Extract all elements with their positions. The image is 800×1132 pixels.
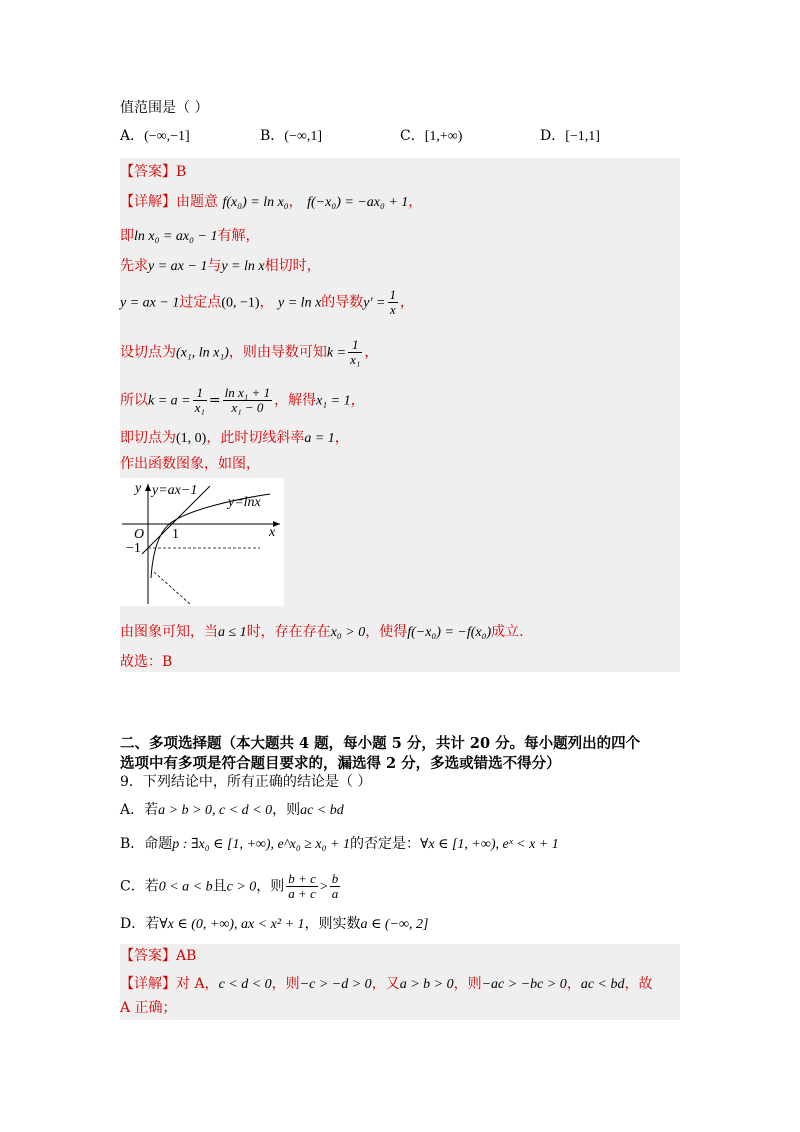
function-graph <box>120 478 284 606</box>
detail-line-9: 由图象可知，当a ≤ 1时，存在存在x₀ > 0，使得f(−x₀) = −f(x₀)成立. <box>120 624 524 640</box>
detail-line-7: 即切点为(1, 0)，此时切线斜率a = 1， <box>120 430 349 446</box>
graph-label-curve: y=lnx <box>228 495 261 510</box>
option-a: A．(−∞,−1] <box>120 128 190 144</box>
detail-line-10: 故选：B <box>120 654 173 670</box>
fraction: $\frac{\text{ln x₁ + 1}}{\text{x₁ − 0}}$ <box>224 385 271 415</box>
detail-line-1: 【详解】由题意 f(x₀) = ln x₀， f(−x₀) = −ax₀ + 1， <box>120 194 423 210</box>
graph-label-one: 1 <box>172 527 179 542</box>
fraction: $\frac{1}{\text{x₁}}$ <box>194 385 205 415</box>
q9-option-c: C．若0 < a < b且c > 0，则 $\frac{b + c}{a + c}$ > $\frac{b}{a}$ <box>120 871 339 901</box>
q9-option-d: D．若∀x ∈ (0, +∞), ax < x² + 1，则实数a ∈ (−∞, 2] <box>120 916 429 932</box>
section-heading-line2: 选项中有多项是符合题目要求的，漏选得 2 分，多选或错选不得分） <box>120 755 561 772</box>
q9-option-a: A．若a > b > 0, c < d < 0，则ac < bd <box>120 802 344 818</box>
y-axis-arrow <box>145 484 151 491</box>
q9-stem: 9．下列结论中，所有正确的结论是（ ） <box>120 774 372 790</box>
question-tail: 值范围是（ ） <box>120 100 209 116</box>
graph-label-x: x <box>269 525 276 540</box>
graph-svg <box>120 478 284 606</box>
graph-label-y: y <box>135 481 142 496</box>
detail-line-2: 即ln x₀ = ax₀ − 1有解， <box>120 228 260 244</box>
detail-line-3: 先求y = ax − 1与y = ln x相切时， <box>120 258 321 274</box>
answer-line-9: 【答案】AB <box>120 948 197 964</box>
detail-line-8: 作出函数图象，如图， <box>120 456 260 472</box>
q9-detail-line-1: 【详解】对 A，c < d < 0，则−c > −d > 0，又a > b > 0，则−ac > −bc > 0，ac < bd，故 <box>120 976 653 992</box>
graph-label-line: y=ax−1 <box>152 483 198 498</box>
answer-line-8: 【答案】B <box>120 164 187 180</box>
detail-line-4: y = ax − 1过定点(0, −1)， y = ln x的导数y′ = $\frac{1}{x}$ ， <box>120 287 415 317</box>
dashed-lower-line <box>154 572 190 604</box>
fraction: $\frac{b + c}{a + c}$ <box>288 871 316 901</box>
detail-line-5: 设切点为(x₁, ln x₁)，则由导数可知k = $\frac{1}{\text{x₁}}$ ， <box>120 337 379 367</box>
graph-label-origin: O <box>134 527 145 542</box>
option-d: D．[−1,1] <box>540 128 600 144</box>
q9-detail-line-2: A 正确； <box>120 1000 177 1016</box>
detail-line-6: 所以k = a = $\frac{1}{\text{x₁}}$ = $\frac{\text{ln x₁ + 1}}{\text{x₁ − 0}}$ ，解得x₁ = 1， <box>120 385 365 415</box>
option-b: B．(−∞,1] <box>260 128 322 144</box>
fraction: $\frac{b}{a}$ <box>331 871 339 901</box>
option-c: C．[1,+∞) <box>400 128 463 144</box>
fraction: $\frac{1}{x}$ <box>389 287 397 317</box>
graph-label-neg-one: −1 <box>126 541 141 556</box>
fraction: $\frac{1}{\text{x₁}}$ <box>350 337 361 367</box>
q9-option-b: B．命题p : ∃x₀ ∈ [1, +∞), e^x₀ ≥ x₀ + 1的否定是：∀x ∈ [1, +∞), eˣ < x + 1 <box>120 836 559 852</box>
section-heading-line1: 二、多项选择题（本大题共 4 题，每小题 5 分，共计 20 分。每小题列出的四个 <box>120 735 641 752</box>
